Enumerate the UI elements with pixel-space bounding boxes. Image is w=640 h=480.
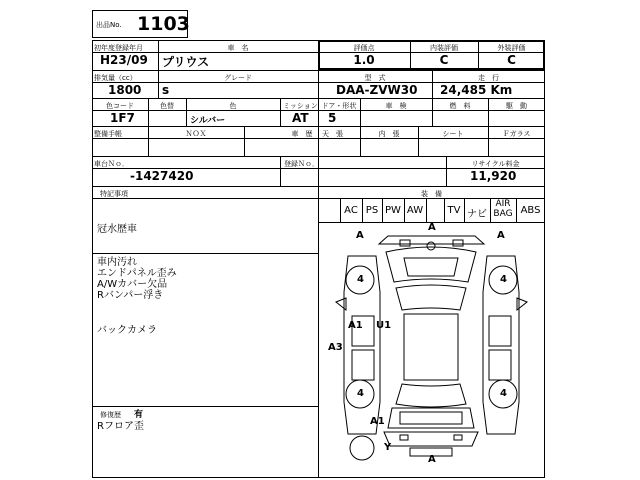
- car-name-label: 車 名: [227, 44, 249, 52]
- maintenance-label: 整備手帳: [94, 130, 122, 138]
- tire-rr-grade: 4: [500, 388, 507, 399]
- car-name-value: プリウス: [162, 55, 210, 69]
- spare-tire-circle: [350, 436, 374, 460]
- damage-front-left: A: [356, 230, 364, 241]
- recycle-value: 11,920: [470, 169, 517, 183]
- exterior-value: C: [507, 53, 516, 67]
- equipment-abs: ABS: [520, 205, 541, 216]
- color-change-label: 色替: [160, 102, 174, 110]
- recycle-label: リサイクル料金: [471, 160, 520, 168]
- displacement-label: 排気量（cc）: [94, 74, 137, 82]
- equipment-airbag: AIR BAG: [493, 199, 513, 219]
- drive-label: 駆 動: [506, 102, 527, 110]
- color-value: シルバー: [190, 116, 226, 126]
- equipment-ps: PS: [365, 205, 379, 216]
- interior-label: 内装評価: [430, 44, 458, 52]
- first-reg-value: H23/09: [100, 53, 148, 67]
- tire-fl-grade: 4: [357, 274, 364, 285]
- registration-label: 登録Ｎｏ．: [284, 160, 319, 168]
- nox-label: ＮＯＸ: [185, 130, 207, 138]
- inspection-label: 車 検: [385, 102, 407, 110]
- seat-label: シート: [442, 130, 464, 138]
- damage-spare-y: Y: [384, 442, 392, 453]
- repair-note: Rフロア歪: [97, 421, 144, 432]
- door-label: ドア・形状: [321, 102, 357, 110]
- damage-rear-center: A: [428, 454, 436, 465]
- remark-item: A/Wカバー欠品: [97, 279, 168, 290]
- remark-item: エンドパネル歪み: [97, 268, 177, 279]
- color-label: 色: [229, 102, 237, 110]
- color-code-label: 色コード: [106, 102, 134, 110]
- score-label: 評価点: [353, 44, 375, 52]
- remarks-list: [97, 257, 177, 301]
- repair-value: 有: [134, 410, 144, 420]
- equipment-aw: AW: [406, 205, 424, 216]
- equipment-header: 装 備: [421, 190, 442, 198]
- damage-side-a1: A1: [348, 320, 363, 331]
- equipment-ac: AC: [344, 205, 358, 216]
- model-value: DAA-ZVW30: [336, 83, 418, 97]
- damage-side-a3: A3: [328, 342, 343, 353]
- lot-number-box: [92, 10, 188, 38]
- transmission-value: AT: [292, 111, 309, 125]
- fuel-label: 燃 料: [449, 102, 471, 110]
- doors-value: 5: [328, 111, 337, 125]
- fglass-label: Ｆガラス: [502, 130, 531, 138]
- damage-front-center: A: [428, 222, 436, 233]
- equipment-pw: PW: [385, 205, 401, 216]
- chassis-value: -1427420: [130, 169, 194, 183]
- damage-front-right: A: [497, 230, 505, 241]
- grade-label: グレード: [224, 74, 252, 82]
- tire-fr-grade: 4: [500, 274, 507, 285]
- flood-note: 冠水歴車: [97, 224, 137, 235]
- color-code-value: 1F7: [110, 111, 135, 125]
- first-reg-label: 初年度登録年月: [94, 44, 143, 52]
- damage-side-u1: U1: [376, 320, 392, 331]
- lot-number: 1103: [137, 13, 190, 35]
- equipment-tv: TV: [447, 205, 461, 216]
- equipment-navi: ナビ: [467, 209, 487, 220]
- tire-rl-grade: 4: [357, 388, 364, 399]
- transmission-label: ミッション: [283, 102, 318, 110]
- displacement-value: 1800: [108, 83, 142, 97]
- lot-number-label: 出品No.: [96, 21, 122, 29]
- damage-rear-a1: A1: [370, 416, 385, 427]
- option-note: バックカメラ: [97, 325, 157, 336]
- remark-item: Rバンパー浮き: [97, 290, 164, 301]
- mileage-value: 24,485 Km: [440, 83, 513, 97]
- repair-label: 修復歴: [100, 411, 121, 419]
- grade-value: s: [162, 83, 170, 97]
- exterior-label: 外装評価: [497, 44, 526, 52]
- score-value: 1.0: [353, 53, 375, 67]
- chassis-label: 車台Ｎｏ．: [94, 160, 129, 168]
- notes-header: 特記事項: [100, 190, 128, 198]
- mileage-label: 走 行: [478, 74, 499, 82]
- remark-item: 車内汚れ: [97, 257, 137, 268]
- inner-panel-label: 内 張: [378, 130, 400, 138]
- car-diagram: [318, 222, 545, 478]
- interior-value: C: [439, 53, 449, 67]
- ceiling-label: 天 張: [322, 130, 343, 138]
- history-label: 車 歴: [291, 130, 313, 138]
- model-label: 型 式: [364, 74, 386, 82]
